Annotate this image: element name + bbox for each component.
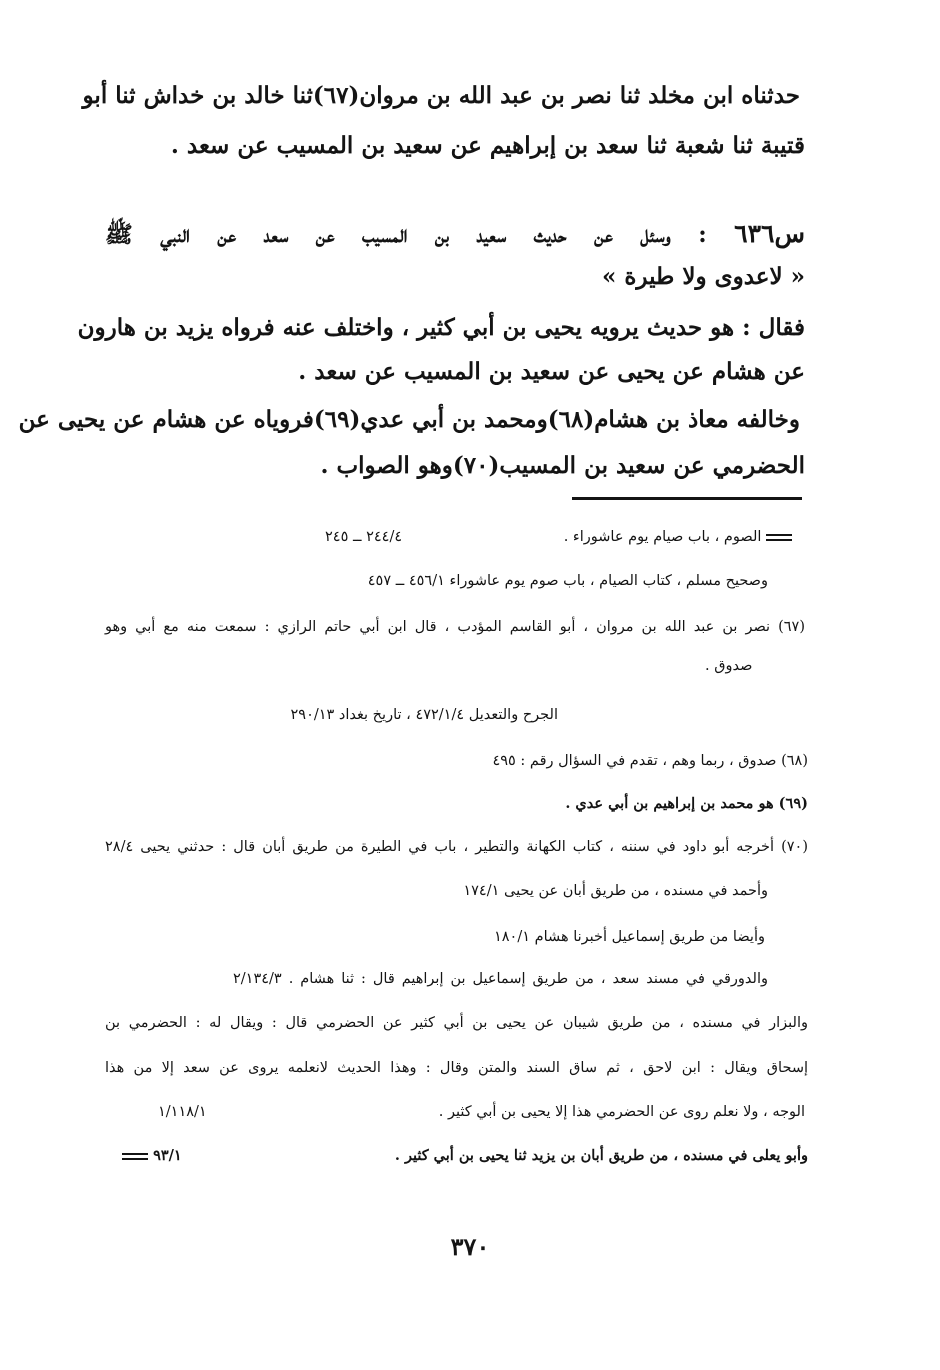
footnote-69: (٦٩) هو محمد بن إبراهيم بن أبي عدي . bbox=[565, 795, 808, 812]
footnote-70-line3: وأيضا من طريق إسماعيل أخبرنا هشام ١٨٠/١ bbox=[493, 929, 765, 945]
answer-line2: عن هشام عن يحيى عن سعيد بن المسيب عن سعد . bbox=[298, 358, 805, 385]
question-line2: « لاعدوى ولا طيرة » bbox=[601, 263, 805, 290]
answer-line1: فقال : هو حديث يرويه يحيى بن أبي كثير ، واختلف عنه فرواه يزيد بن هارون bbox=[77, 314, 805, 341]
double-rule-icon bbox=[766, 534, 792, 541]
footnote-70-line7-ref: ١/١١٨/١ bbox=[158, 1104, 207, 1120]
footnote-70-line8: وأبو يعلى في مسنده ، من طريق أبان بن يزيد ثنا يحيى بن أبي كثير . bbox=[394, 1147, 808, 1164]
variant-line1: وخالفه معاذ بن هشام(٦٨)ومحمد بن أبي عدي(٦٩)فروياه عن هشام عن يحيى عن bbox=[18, 406, 800, 433]
footnote-70-line8-ref bbox=[118, 1143, 238, 1169]
footnote-67-source: الجرح والتعديل ٤٧٢/١/٤ ، تاريخ بغداد ٢٩٠/١٣ bbox=[290, 707, 558, 723]
footnote-70-line1: (٧٠) أخرجه أبو داود في سننه ، كتاب الكهانة والتطير ، باب في الطيرة من طريق أبان قال : حدثني يحيى ٢٨/٤ bbox=[105, 839, 808, 855]
footnote-67-line2: صدوق . bbox=[705, 658, 753, 674]
footnote-67-line1: (٦٧) نصر بن عبد الله بن مروان ، أبو القاسم المؤدب ، قال ابن أبي حاتم الرازي : سمعت منه مع أبي وهو bbox=[105, 619, 805, 635]
variant-line2: الحضرمي عن سعيد بن المسيب(٧٠)وهو الصواب . bbox=[320, 452, 805, 479]
footnote-70-line7: الوجه ، ولا نعلم روى عن الحضرمي هذا إلا يحيى بن أبي كثير . bbox=[438, 1104, 805, 1120]
footnote-cont1-ref: ٢٤٤/٤ ــ ٢٤٥ bbox=[325, 529, 403, 545]
footnote-68: (٦٨) صدوق ، ربما وهم ، تقدم في السؤال رقم : ٤٩٥ bbox=[492, 753, 808, 769]
footnote-separator bbox=[572, 497, 802, 500]
main-para1-line2: قتيبة ثنا شعبة ثنا سعد بن إبراهيم عن سعيد بن المسيب عن سعد . bbox=[170, 132, 805, 159]
footnote-70-line5: والبزار في مسنده ، من طريق شيبان عن يحيى بن أبي كثير عن الحضرمي قال : ويقال له : الحضرمي بن bbox=[105, 1015, 808, 1031]
question-line1 bbox=[105, 214, 805, 255]
question-number: س٦٣٦ bbox=[734, 219, 805, 248]
question-text: : وسئل عن حديث سعيد بن المسيب عن سعد عن النبي ﷺ bbox=[105, 221, 707, 248]
page-number: ٣٧٠ bbox=[450, 1232, 490, 1261]
main-para1-line1: حدثناه ابن مخلد ثنا نصر بن عبد الله بن مروان(٦٧)ثنا خالد بن خداش ثنا أبو bbox=[82, 82, 800, 109]
footnote-cont1 bbox=[552, 524, 792, 550]
footnote-cont1-text: الصوم ، باب صيام يوم عاشوراء . bbox=[563, 529, 762, 545]
footnote-70-line8-ref-text: ٩٣/١ bbox=[153, 1147, 182, 1164]
footnote-70-line4: والدورقي في مسند سعد ، من طريق إسماعيل بن إبراهيم قال : ثنا هشام . ٢/١٣٤/٣ bbox=[233, 971, 768, 987]
double-rule-icon bbox=[122, 1153, 148, 1160]
footnote-cont2: وصحيح مسلم ، كتاب الصيام ، باب صوم يوم عاشوراء ٤٥٦/١ ــ ٤٥٧ bbox=[367, 573, 768, 589]
footnote-70-line2: وأحمد في مسنده ، من طريق أبان عن يحيى ١٧٤/١ bbox=[463, 883, 768, 899]
footnote-70-line6: إسحاق ويقال : ابن لاحق ، ثم ساق السند والمتن وقال : وهذا الحديث لانعلمه يروى عن سعد إلا من هذا bbox=[105, 1060, 808, 1076]
